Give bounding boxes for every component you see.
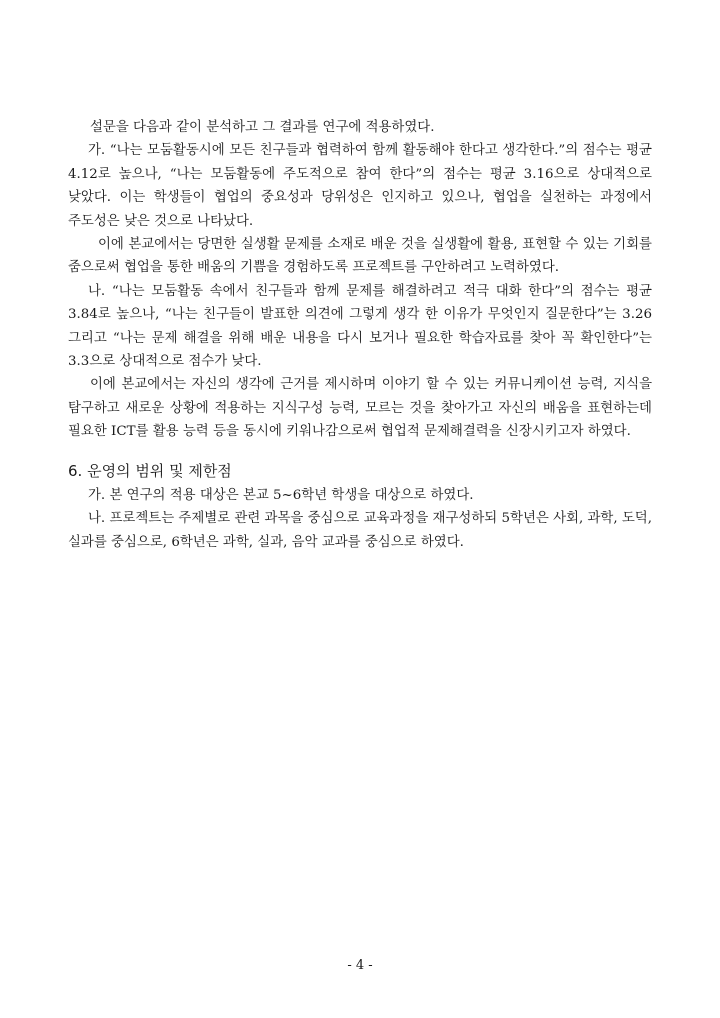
section-item-na: 나. 프로젝트는 주제별로 관련 과목을 중심으로 교육과정을 재구성하되 5학년은 사회, 과학, 도덕, 실과를 중심으로, 6학년은 과학, 실과, 음악 교과를 중심으로 하였다. [68,511,652,550]
paragraph-response-1: 이에 본교에서는 당면한 실생활 문제를 소재로 배운 것을 실생활에 활용, 표현할 수 있는 기회를 줌으로써 협업을 통한 배움의 기쁨을 경험하도록 프로젝트를 구안하려고 노력하였다. [68,237,652,276]
section-spacer [68,444,652,458]
paragraph-item-na: 나. “나는 모둠활동 속에서 친구들과 함께 문제를 해결하려고 적극 대화 한다”의 점수는 평균 3.84로 높으나, “나는 친구들이 발표한 의견에 그렇게 생각 한 이유가 무엇인지 질문한다”는 3.26 그리고 “나는 문제 해결을 위해 배운 내용을 다시 보거나 필요한 학습자료를 찾아 꼭 확인한다”는 3.3으로 상대적으로 점수가 낮다. [68,283,652,370]
paragraph-item-ga: 가. “나는 모둠활동시에 모든 친구들과 협력하여 함께 활동해야 한다고 생각한다.”의 점수는 평균 4.12로 높으나, “나는 모둠활동에 주도적으로 참여 한다”의 점수는 평균 3.16으로 상대적으로 낮았다. 이는 학생들이 협업의 중요성과 당위성은 인지하고 있으나, 협업을 실천하는 과정에서 주도성은 낮은 것으로 나타났다. [68,143,652,229]
paragraph-intro: 설문을 다음과 같이 분석하고 그 결과를 연구에 적용하였다. [90,120,435,135]
page-number: - 4 - [347,958,373,973]
section-item-ga: 가. 본 연구의 적용 대상은 본교 5~6학년 학생을 대상으로 하였다. [88,487,474,503]
paragraph-response-2: 이에 본교에서는 자신의 생각에 근거를 제시하며 이야기 할 수 있는 커뮤니케이션 능력, 지식을 탐구하고 새로운 상황에 적용하는 지식구성 능력, 모르는 것을 찾아가고 자신의 배움을 표현하는데 필요한 ICT를 활용 능력 등을 동시에 키워나감으로써 협업적 문제해결력을 신장시키고자 하였다. [68,377,652,440]
document-body [68,116,652,554]
section-heading: 6. 운영의 범위 및 제한점 [68,461,232,480]
